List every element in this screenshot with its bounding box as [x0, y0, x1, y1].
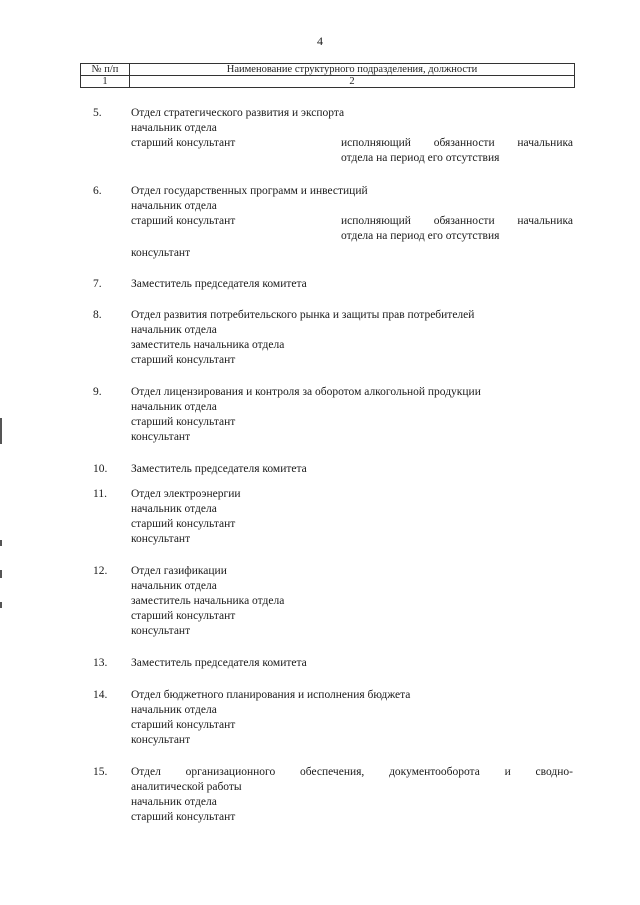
position: начальник отдела [131, 704, 217, 716]
section-6 [93, 184, 573, 261]
position: заместитель начальника отдела [131, 595, 285, 607]
section-12 [93, 564, 573, 639]
position: начальник отдела [131, 401, 217, 413]
scan-edge-mark [0, 570, 2, 578]
position: консультант [131, 533, 191, 545]
position-note: исполняющий обязанности начальника [341, 137, 573, 149]
header-table [80, 63, 575, 88]
header-num-2: 2 [130, 76, 575, 88]
header-col-number: № п/п [81, 64, 130, 76]
sections-list [93, 106, 573, 825]
position: начальник отдела [131, 796, 217, 808]
section-title: Заместитель председателя комитета [131, 657, 307, 669]
section-number: 5. [93, 107, 102, 119]
section-7 [93, 277, 573, 292]
section-title: Отдел развития потребительского рынка и защиты прав потребителей [131, 309, 475, 321]
scan-edge-mark [0, 602, 2, 608]
position: консультант [131, 734, 191, 746]
position: заместитель начальника отдела [131, 339, 285, 351]
section-title: Отдел бюджетного планирования и исполнения бюджета [131, 689, 411, 701]
section-5 [93, 106, 573, 166]
position: старший консультант [131, 719, 236, 731]
position-note: отдела на период его отсутствия [341, 230, 500, 242]
section-title-continued: аналитической работы [131, 781, 242, 793]
position-note: отдела на период его отсутствия [341, 152, 500, 164]
section-14 [93, 688, 573, 748]
section-number: 6. [93, 185, 102, 197]
section-title: Заместитель председателя комитета [131, 463, 307, 475]
position: старший консультант [131, 811, 236, 823]
position: старший консультант [131, 354, 236, 366]
section-number: 9. [93, 386, 102, 398]
section-number: 14. [93, 689, 108, 701]
section-15 [93, 765, 573, 825]
section-title: Отдел газификации [131, 565, 227, 577]
section-10 [93, 462, 573, 477]
section-number: 8. [93, 309, 102, 321]
position: консультант [131, 625, 191, 637]
scan-edge-mark [0, 418, 2, 444]
section-number: 12. [93, 565, 108, 577]
position: начальник отдела [131, 200, 217, 212]
position: старший консультант [131, 215, 236, 227]
page-number: 4 [317, 34, 323, 48]
position: старший консультант [131, 137, 236, 149]
position: старший консультант [131, 518, 236, 530]
section-11 [93, 487, 573, 547]
scan-edge-mark [0, 540, 2, 546]
position: начальник отдела [131, 580, 217, 592]
position: начальник отдела [131, 503, 217, 515]
position: консультант [131, 431, 191, 443]
position: консультант [131, 247, 191, 259]
section-number: 10. [93, 463, 108, 475]
section-title: Заместитель председателя комитета [131, 278, 307, 290]
section-number: 13. [93, 657, 108, 669]
position: старший консультант [131, 610, 236, 622]
section-number: 15. [93, 766, 108, 778]
section-9 [93, 385, 573, 445]
section-number: 7. [93, 278, 102, 290]
position: начальник отдела [131, 122, 217, 134]
header-num-1: 1 [81, 76, 130, 88]
section-title: Отдел лицензирования и контроля за оборотом алкогольной продукции [131, 386, 481, 398]
position-note: исполняющий обязанности начальника [341, 215, 573, 227]
header-col-name: Наименование структурного подразделения, должности [130, 64, 575, 76]
section-8 [93, 308, 573, 368]
section-title: Отдел государственных программ и инвестиций [131, 185, 368, 197]
section-title: Отдел электроэнергии [131, 488, 241, 500]
section-title: Отдел стратегического развития и экспорта [131, 107, 345, 119]
position: старший консультант [131, 416, 236, 428]
position: начальник отдела [131, 324, 217, 336]
section-number: 11. [93, 488, 107, 500]
section-title: Отдел организационного обеспечения, документооборота и сводно- [131, 766, 573, 778]
section-13 [93, 656, 573, 671]
